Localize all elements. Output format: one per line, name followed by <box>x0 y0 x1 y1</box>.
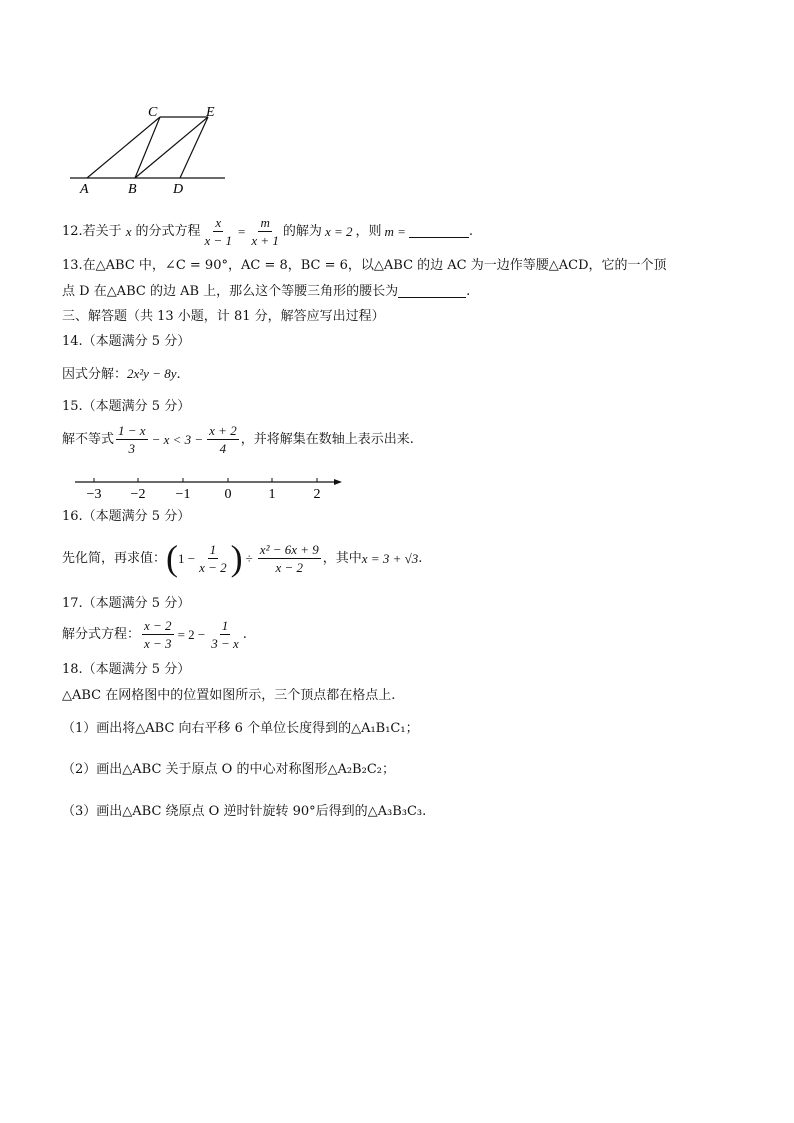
q16-label: 先化简，再求值： <box>62 550 167 566</box>
q12-end: . <box>468 224 474 239</box>
label-a: A <box>80 182 89 197</box>
q12-eq: = <box>238 224 246 239</box>
q12-ask: m = <box>384 224 406 239</box>
q16-left-paren: ( <box>166 538 179 578</box>
segment-de <box>180 117 208 178</box>
q16-fraction-1: $\frac{1}{x - 2}$ <box>199 541 227 575</box>
tick-label: 1 <box>268 487 276 502</box>
question-12 <box>62 216 473 247</box>
q13-end: . <box>466 284 471 299</box>
q17-label: 解分式方程： <box>62 627 141 642</box>
number-line <box>70 474 350 504</box>
q16-fraction-2: $\frac{\text{x² − 6x + 9}}{x - 2}$ <box>259 541 319 575</box>
q12-pre: 12.若关于 <box>62 224 122 239</box>
q15-fraction-2: $\frac{x + 2}{4}$ <box>209 423 237 456</box>
label-d: D <box>173 182 184 197</box>
question-14-heading: 14.（本题满分 5 分） <box>62 334 191 349</box>
tick-label: −2 <box>130 487 146 502</box>
question-17-body <box>62 619 247 650</box>
question-13-line1: 13.在△ABC 中，∠C = 90°，AC = 8，BC = 6，以△ABC 的边 AC 为一边作等腰△ACD，它的一个顶 <box>62 258 667 273</box>
q16-end: . <box>418 550 423 566</box>
question-18-part-2: （2）画出△ABC 关于原点 O 的中心对称图形△A₂B₂C₂； <box>62 762 395 777</box>
q17-fraction-1: $\frac{x - 2}{x - 3}$ <box>144 618 172 651</box>
geometry-figure <box>60 100 240 200</box>
q12-fraction-2: $\frac{m}{x + 1}$ <box>251 215 279 248</box>
q15-tail: ，并将解集在数轴上表示出来. <box>240 432 414 447</box>
question-16-heading: 16.（本题满分 5 分） <box>62 509 191 524</box>
q14-end: . <box>176 367 181 382</box>
q15-mid: − x < 3 − <box>151 432 204 447</box>
q12-mid: 的分式方程 <box>135 224 201 239</box>
question-15-heading: 15.（本题满分 5 分） <box>62 399 191 414</box>
q16-divide: ÷ <box>245 550 253 566</box>
q16-one: 1 − <box>178 550 196 566</box>
label-e: E <box>206 105 215 120</box>
q17-fraction-2: $\frac{1}{3 - x}$ <box>211 618 239 651</box>
q12-solution: x = 2 <box>324 224 353 239</box>
q12-post: 的解为 <box>282 224 322 239</box>
q16-right-paren: ) <box>230 538 243 578</box>
tick-label: −3 <box>86 487 102 502</box>
segment-bc <box>135 117 160 178</box>
q15-fraction-1: $\frac{1 - x}{3}$ <box>118 423 146 456</box>
q16-condition: x = 3 + √3 <box>361 550 419 566</box>
segment-ac <box>87 117 160 178</box>
question-15-body <box>62 424 414 455</box>
q15-label: 解不等式 <box>62 432 115 447</box>
question-18-part-3: （3）画出△ABC 绕原点 O 逆时针旋转 90°后得到的△A₃B₃C₃. <box>62 804 427 819</box>
q12-answer-blank[interactable] <box>409 225 469 238</box>
q14-label: 因式分解： <box>62 367 128 382</box>
q13-line2-text: 点 D 在△ABC 的边 AB 上，那么这个等腰三角形的腰长为 <box>62 284 399 299</box>
q12-post2: ，则 <box>355 224 382 239</box>
q16-tail: ，其中 <box>322 550 362 566</box>
q13-answer-blank[interactable] <box>398 285 466 298</box>
section-3-heading: 三、解答题（共 13 小题，计 81 分，解答应写出过程） <box>62 309 385 324</box>
question-17-heading: 17.（本题满分 5 分） <box>62 596 191 611</box>
q12-fraction-1: $\frac{x}{x - 1}$ <box>204 215 233 248</box>
q12-var: x <box>125 224 132 239</box>
question-18-part-1: （1）画出将△ABC 向右平移 6 个单位长度得到的△A₁B₁C₁； <box>62 721 419 736</box>
number-line-ticks <box>94 478 317 482</box>
q17-mid: = 2 − <box>177 627 206 642</box>
tick-label: 0 <box>224 487 232 502</box>
number-line-arrow <box>334 479 342 485</box>
question-18-intro: △ABC 在网格图中的位置如图所示，三个顶点都在格点上. <box>62 688 396 703</box>
question-18-heading: 18.（本题满分 5 分） <box>62 662 191 677</box>
question-14-body <box>62 367 181 381</box>
question-16-body <box>62 540 422 576</box>
question-13-line2 <box>62 285 470 298</box>
tick-label: −1 <box>175 487 191 502</box>
label-c: C <box>148 105 158 120</box>
q17-end: . <box>242 627 247 642</box>
tick-label: 2 <box>313 487 321 502</box>
segment-be <box>135 117 208 178</box>
label-b: B <box>128 182 137 197</box>
q14-expression: 2x²y − 8y <box>127 366 177 381</box>
